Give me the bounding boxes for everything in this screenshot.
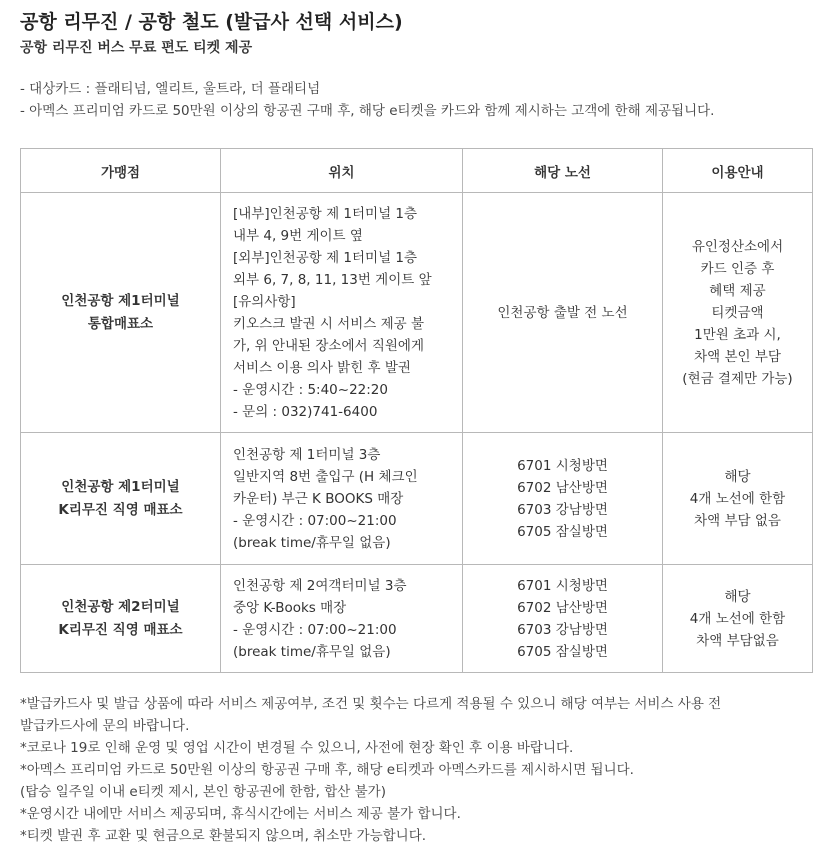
location-line: 가, 위 안내된 장소에서 직원에게 [233, 337, 424, 354]
table-row [21, 193, 813, 433]
location-line: (break time/휴무일 없음) [233, 643, 391, 660]
location-line: [외부]인천공항 제 1터미널 1층 [233, 249, 418, 266]
info-line: 4개 노선에 한함 [689, 490, 786, 507]
info-cell [663, 565, 813, 673]
info-line: 해당 [724, 468, 751, 485]
info-line: 1만원 초과 시, [694, 326, 781, 343]
location-cell [221, 193, 463, 433]
column-header-routes: 해당 노선 [463, 149, 663, 193]
location-line: 외부 6, 7, 8, 11, 13번 게이트 앞 [233, 271, 432, 288]
route-line: 6701 시청방면 [517, 577, 608, 594]
info-line: 차액 부담 없음 [694, 512, 781, 529]
location-line: - 운영시간 : 07:00~21:00 [233, 621, 397, 638]
footnote-line: 발급카드사에 문의 바랍니다. [20, 718, 190, 734]
footnote-line: *운영시간 내에만 서비스 제공되며, 휴식시간에는 서비스 제공 불가 합니다. [20, 806, 461, 822]
info-line: 4개 노선에 한함 [689, 610, 786, 627]
location-line: 중앙 K-Books 매장 [233, 599, 347, 616]
route-line: 6701 시청방면 [517, 457, 608, 474]
footnote-line: *발급카드사 및 발급 상품에 따라 서비스 제공여부, 조건 및 횟수는 다르게 적용될 수 있으니 해당 여부는 서비스 사용 전 [20, 696, 722, 712]
eligibility-notes [20, 78, 809, 122]
column-header-location: 위치 [221, 149, 463, 193]
location-line: 내부 4, 9번 게이트 옆 [233, 227, 363, 244]
location-line: 일반지역 8번 출입구 (H 체크인 [233, 468, 418, 485]
info-line: 카드 인증 후 [700, 260, 775, 277]
service-table [20, 148, 813, 673]
route-line: 6702 남산방면 [517, 479, 608, 496]
table-row [21, 433, 813, 565]
location-line: 카운터) 부근 K BOOKS 매장 [233, 490, 404, 507]
location-cell [221, 433, 463, 565]
store-name: K리무진 직영 매표소 [58, 621, 183, 638]
info-line: 혜택 제공 [709, 282, 766, 299]
route-line: 6703 강남방면 [517, 501, 608, 518]
table-row [21, 565, 813, 673]
page-subtitle: 공항 리무진 버스 무료 편도 티켓 제공 [20, 40, 253, 56]
location-line: (break time/휴무일 없음) [233, 534, 391, 551]
location-line: 인천공항 제 2여객터미널 3층 [233, 577, 407, 594]
location-line: 키오스크 발권 시 서비스 제공 불 [233, 315, 424, 332]
column-header-store: 가맹점 [21, 149, 221, 193]
page-title: 공항 리무진 / 공항 철도 (발급사 선택 서비스) [20, 11, 403, 33]
store-name: 통합매표소 [87, 315, 154, 332]
footnote-line: *코로나 19로 인해 운영 및 영업 시간이 변경될 수 있으니, 사전에 현장 확인 후 이용 바랍니다. [20, 740, 574, 756]
store-cell [21, 433, 221, 565]
note-line: - 대상카드 : 플래티넘, 엘리트, 울트라, 더 플래티넘 [20, 81, 321, 97]
route-line: 6705 잠실방면 [517, 523, 608, 540]
route-cell [463, 433, 663, 565]
route-line: 6705 잠실방면 [517, 643, 608, 660]
route-line: 인천공항 출발 전 노선 [497, 304, 628, 321]
footnote-line: (탑승 일주일 이내 e티켓 제시, 본인 항공권에 한함, 합산 불가) [20, 784, 386, 800]
route-cell [463, 565, 663, 673]
route-cell [463, 193, 663, 433]
footnotes [20, 693, 809, 847]
info-line: (현금 결제만 가능) [682, 370, 793, 387]
footnote-line: *아멕스 프리미엄 카드로 50만원 이상의 항공권 구매 후, 해당 e티켓과 아멕스카드를 제시하시면 됩니다. [20, 762, 634, 778]
location-line: [유의사항] [233, 293, 296, 310]
location-line: [내부]인천공항 제 1터미널 1층 [233, 205, 418, 222]
location-line: - 문의 : 032)741-6400 [233, 403, 378, 420]
store-name: 인천공항 제1터미널 [61, 292, 180, 309]
store-name: 인천공항 제1터미널 [61, 478, 180, 495]
info-cell [663, 433, 813, 565]
info-line: 티켓금액 [711, 304, 764, 321]
location-line: - 운영시간 : 07:00~21:00 [233, 512, 397, 529]
location-cell [221, 565, 463, 673]
store-cell [21, 193, 221, 433]
note-line: - 아멕스 프리미엄 카드로 50만원 이상의 항공권 구매 후, 해당 e티켓을 카드와 함께 제시하는 고객에 한해 제공됩니다. [20, 103, 715, 119]
store-name: 인천공항 제2터미널 [61, 598, 180, 615]
store-cell [21, 565, 221, 673]
column-header-info: 이용안내 [663, 149, 813, 193]
info-line: 유인정산소에서 [691, 238, 784, 255]
store-name: K리무진 직영 매표소 [58, 501, 183, 518]
route-line: 6703 강남방면 [517, 621, 608, 638]
info-line: 해당 [724, 588, 751, 605]
table-header-row [21, 149, 813, 193]
info-line: 차액 본인 부담 [694, 348, 781, 365]
location-line: 인천공항 제 1터미널 3층 [233, 446, 381, 463]
footnote-line: *티켓 발권 후 교환 및 현금으로 환불되지 않으며, 취소만 가능합니다. [20, 828, 427, 844]
location-line: - 운영시간 : 5:40~22:20 [233, 381, 388, 398]
info-line: 차액 부담없음 [696, 632, 779, 649]
location-line: 서비스 이용 의사 밝힌 후 발권 [233, 359, 411, 376]
info-cell [663, 193, 813, 433]
route-line: 6702 남산방면 [517, 599, 608, 616]
